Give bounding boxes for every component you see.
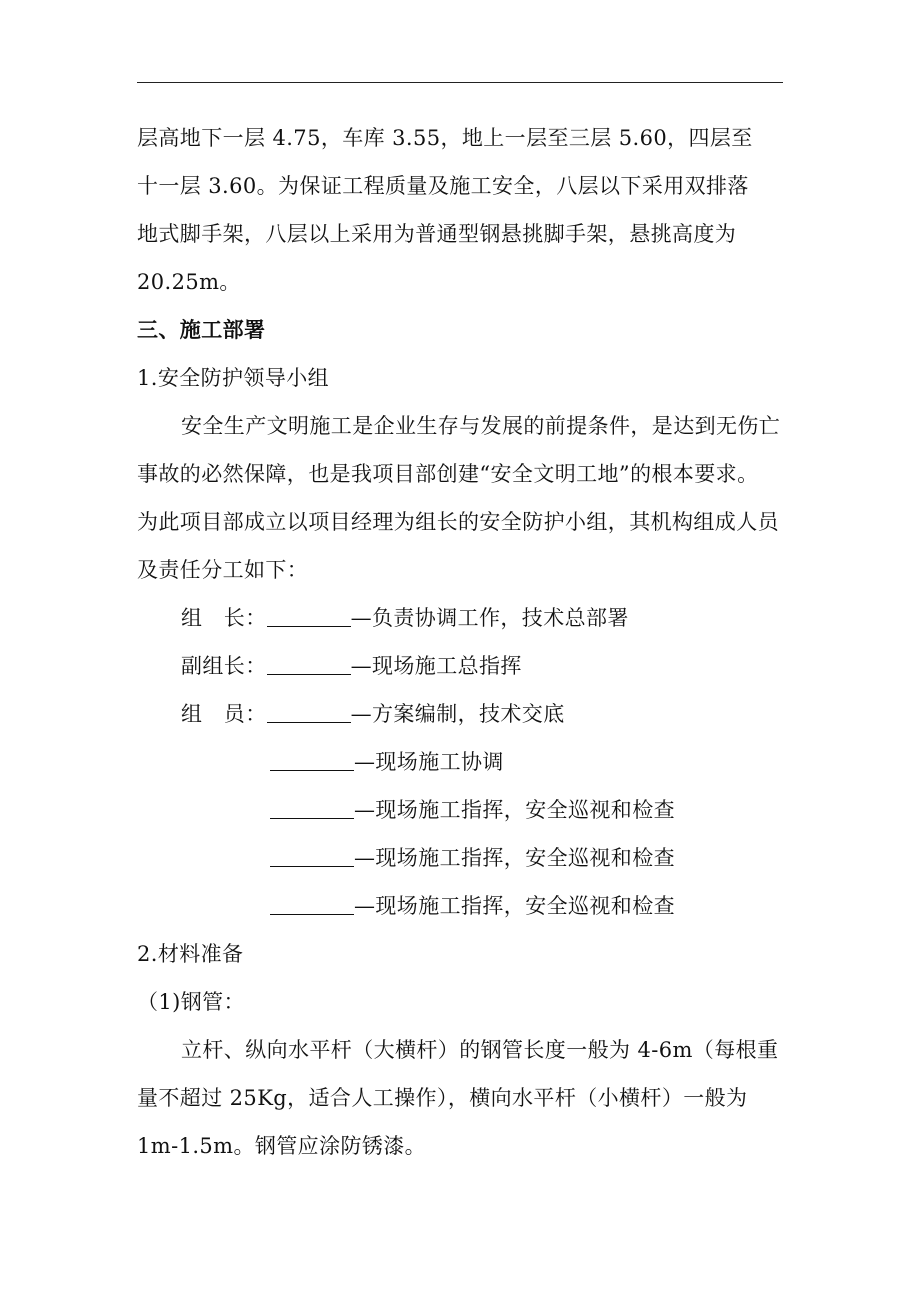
paragraph-line: 十一层 3.60。为保证工程质量及施工安全，八层以下采用双排落 bbox=[137, 174, 749, 198]
team-role: 副组长： bbox=[181, 654, 267, 678]
section-heading: 三、施工部署 bbox=[137, 317, 266, 342]
team-duty: —现场施工指挥，安全巡视和检查 bbox=[354, 894, 675, 918]
paragraph-line: 安全生产文明施工是企业生存与发展的前提条件，是达到无伤亡 bbox=[181, 414, 781, 438]
name-blank bbox=[270, 846, 354, 867]
item-heading: （1)钢管： bbox=[137, 990, 245, 1014]
name-blank bbox=[270, 750, 354, 771]
team-role: 组 员： bbox=[181, 702, 267, 726]
paragraph-line: 地式脚手架，八层以上采用为普通型钢悬挑脚手架，悬挑高度为 bbox=[137, 222, 737, 246]
team-duty: —现场施工指挥，安全巡视和检查 bbox=[354, 798, 675, 822]
name-blank bbox=[267, 606, 351, 627]
paragraph-line: 及责任分工如下： bbox=[137, 558, 309, 582]
team-row bbox=[181, 604, 629, 632]
team-row bbox=[181, 652, 522, 680]
team-row bbox=[270, 844, 675, 872]
paragraph-line: 立杆、纵向水平杆（大横杆）的钢管长度一般为 4-6m（每根重 bbox=[181, 1038, 779, 1062]
subsection-heading: 1.安全防护领导小组 bbox=[137, 366, 330, 390]
team-duty: —现场施工指挥，安全巡视和检查 bbox=[354, 846, 675, 870]
paragraph-line: 层高地下一层 4.75，车库 3.55，地上一层至三层 5.60，四层至 bbox=[137, 126, 753, 150]
name-blank bbox=[267, 702, 351, 723]
team-duty: —负责协调工作，技术总部署 bbox=[350, 606, 629, 630]
name-blank bbox=[270, 894, 354, 915]
paragraph-line: 1m-1.5m。钢管应涂防锈漆。 bbox=[137, 1134, 427, 1158]
paragraph-line: 20.25m。 bbox=[137, 270, 241, 294]
name-blank bbox=[270, 798, 354, 819]
team-duty: —方案编制，技术交底 bbox=[350, 702, 565, 726]
team-row bbox=[181, 700, 565, 728]
name-blank bbox=[267, 654, 351, 675]
paragraph-line: 事故的必然保障，也是我项目部创建“安全文明工地”的根本要求。 bbox=[137, 462, 759, 486]
team-row bbox=[270, 892, 675, 920]
team-duty: —现场施工协调 bbox=[354, 750, 504, 774]
team-row bbox=[270, 748, 504, 776]
paragraph-line: 为此项目部成立以项目经理为组长的安全防护小组，其机构组成人员 bbox=[137, 510, 779, 534]
team-role: 组 长： bbox=[181, 606, 267, 630]
header-rule bbox=[137, 82, 783, 83]
paragraph-line: 量不超过 25Kg，适合人工操作），横向水平杆（小横杆）一般为 bbox=[137, 1086, 748, 1110]
team-duty: —现场施工总指挥 bbox=[350, 654, 522, 678]
subsection-heading: 2.材料准备 bbox=[137, 942, 244, 966]
team-row bbox=[270, 796, 675, 824]
